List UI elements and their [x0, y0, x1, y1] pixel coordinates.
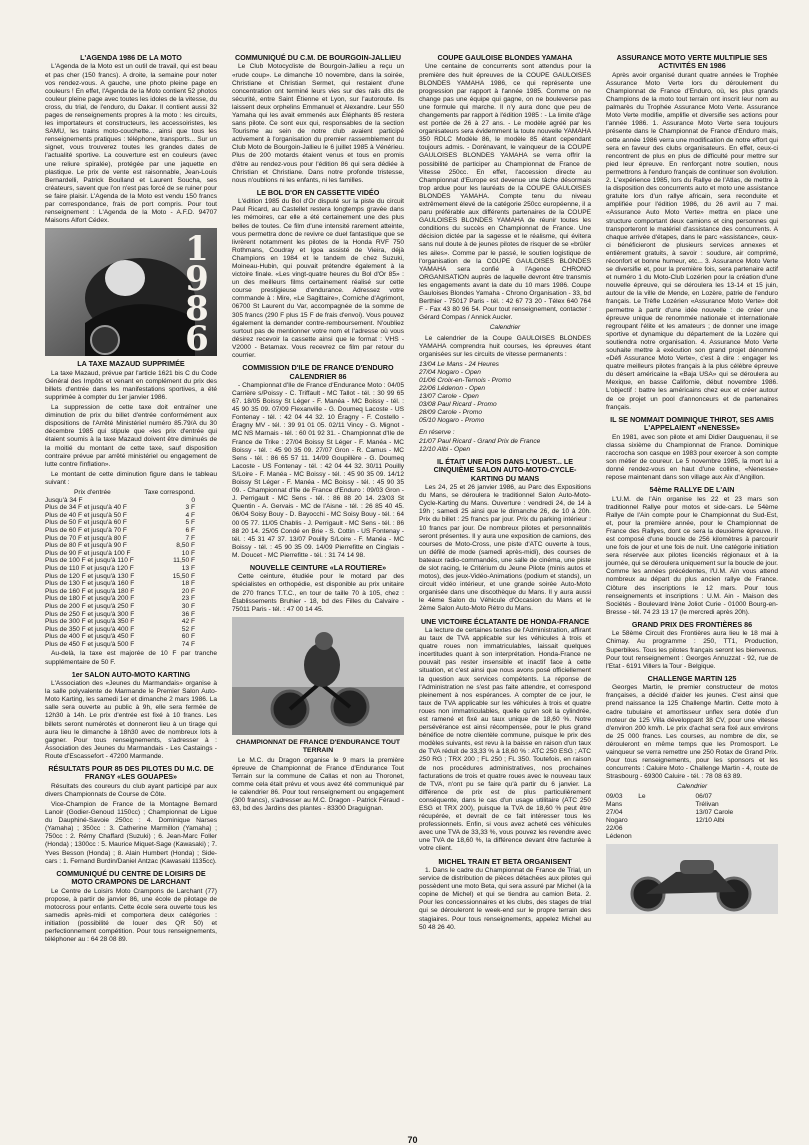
taxe-amount-cell: 7 F: [185, 534, 195, 542]
column-4: [606, 50, 778, 1090]
taxe-row: [45, 519, 217, 527]
list-item: 22/06 Lédenon - Open: [419, 385, 485, 393]
bol-text: L'édition 1985 du Bol d'Or disputé sur la piste du circuit Paul Ricard, au Castellet restera longtemps gravée dans les mémoires, car elle a été certainement une des plus belles de toutes. Ce film d'une intensité rarement atteinte, vous permettra donc de revivre ce duel fantastique que se livrèrent notamment les pilotes de la Honda RVF 750 Rothmans, Coudray et Igoa assisté de Vieira, déjà Champions en 1984 et le tandem de chez Suzuki, Moineau-Hubin, qui pouvait prétendre également à la victoire finale. «Les vingt-quatre heures du Bol d'Or 85» : un des meilleurs films certainement réalisé sur cette course prestigieuse d'endurance. Adressez votre commande à : Mire, «Le Sagittaire», Corniche d'Agrimont, 06700 St Laurent du Var, accompagnée de la somme de 305 francs (290 F plus 15 F de frais d'envoi). Vous pouvez également la demander contre-remboursement. N'oubliez surtout pas de mentionner votre nom et l'adresse où vous désirez recevoir la cassette ainsi que le format : VHS - V2000 - Betamax. Vous recevrez ce film par retour du courrier.: [232, 198, 404, 359]
taxe-price-cell: Plus de 80 F et jusqu'à 90 F: [45, 542, 127, 550]
martin-text: Georges Martin, le premier constructeur de motos françaises, a décidé d'aider les jeunes. C'est ainsi que prend naissance la 125 Challenge Martin. Cette moto à cadre tubulaire et amortisseur unflex sera dotée d'un moteur de 125 Villa développant 38 CV, pour une vitesse d'environ 200 km/h. Le prix d'achat sera fixé aux environs de 25 000 francs. Les courses, au nombre de dix, se dérouleront en même temps que les Promosport. Le vainqueur se verra remettre une 250 Rotax de Grand Prix. Pour tous renseignements, pour les sponsors et les concurrents : Caluire Moto - Challenge Martin - 4, route de Strasbourg - 69300 Caluire - tél. : 78 08 63 89.: [606, 684, 778, 781]
assurance-text: Après avoir organisé durant quatre années le Trophée Assurance Moto Verte lors du déroulement du Championnat de France d'Enduro, où, les plus grands Champions de la moto tout terrain ont inscrit leur nom au palmarès du Trophée Assurance Moto Verte. Assurance Moto Verte modifie, amplifie et diversifie ses actions pour l'année 1986. 1. Assurance Moto Verte sera toujours présente dans le Championnat de France d'Enduro mais, cette année 1986 verra une modification de notre effort qui sera en faveur des clubs organisateurs. En effet, ceux-ci rencontrent de plus en plus de difficulté pour mettre sur pied leur épreuve. En renforçant notre soutien, nous permettrons à l'enduro français de continuer son évolution. 2. L'expérience 1985, lors du Rallye de l'Atlas, de mettre à la disposition des concurrents auto et moto une assistance gratuite lors d'un rallye africain, sera reconduite et amplifiée pour l'édition 1986, du 26 avril au 7 mai. «Assurance Auto Moto Verte» mettra en place une structure comportant deux camions et cinq personnes qui transporteront le matériel d'assistance des concurrents. A chaque arrivée d'étapes, dans le parc «assistance», ceux-ci bénéficieront de plusieurs services annexes et entièrement gratuits, à savoir : soudure, air comprimé, réconfort et bonne humeur, etc... 3. Assurance Moto Verte se diversifie et, pour la première fois, sera partenaire actif et numéro 1 du Moto-Club Lozérien pour la création d'une nouvelle épreuve, qui se déroulera les 13-14 et 15 juin, autour de la ville de Mende, en Lozère, patrie de l'enduro français. Le Trèfle Lozérien «Assurance Moto Verte» doit permettre à partir d'une idée nouvelle : de créer une épreuve unique de renommée nationale et internationale regroupant l'élite et les amateurs ; de donner une image sportive et dynamique du département de la Lozère qui soutiendra notre organisation. 4. Assurance Moto Verte souhaite mettre à exécution son grand projet dénommé «Défi Assurance Moto Verte», c'est à dire : engager les quatre meilleurs pilotes français à la plus célèbre épreuve du désert américaine la «Baja USA» qui se déroulera au Mexique, en basse Californie, début novembre 1986. L'objectif : battre les américains chez eux et créer autour de ce projet un pool d'annonceurs et de partenaires français.: [606, 71, 778, 411]
coupe-text: Une centaine de concurrents sont attendus pour la première des huit épreuves de la COUPE GAULOISES BLONDES YAMAHA 1986, ce qui représente une progression par rapport à l'année 1985. Comme on ne change pas une équipe qui gagne, on ne bouleverse pas une formule qui marche. Il n'y aura donc que peu de changements par rapport à l'édition 1985 : - La limite d'âge est portée de 26 à 27 ans. - Le modèle agréé par les organisateurs sera évidemment la toute nouvelle YAMAHA 350 RDLC Modèle 86, le modèle 85 étant cependant toujours admis. - Dorénavant, le vainqueur de la COUPE GAULOISES BLONDES YAMAHA se verra offrir la possibilité de participer au Championnat de France de Vitesse 250cc. En effet, l'accession directe au Championnat d'Europe est devenue une tâche désormais trop ardue pour les lauréats de la COUPE GAULOISES BLONDES YAMAHA. Compte tenu du niveau extrêmement élevé de la catégorie 250cc européenne, il a paru préférable aux différents partenaires de la COUPE GAULOISES BLONDES YAMAHA de réunir toutes les conditions du succès en Championnat de France. Une décision dictée par la sagesse et le réalisme, qui évitera sans nul doute à de jeunes pilotes de risquer de se «brûler les ailes». Comme par le passé, le soutien logistique de l'organisation de la COUPE GAULOISES BLONDES YAMAHA sera confié à l'Agence CHRONO ORGANISATION auprès de laquelle devront être transmis les engagements avant la date du 10 mars 1986. Coupe Gauloises Blondes Yamaha - Chrono Organisation - 33, bd Berthier - 75017 Paris - tél. : 42 67 73 20 - Télex 640 764 F - Fax 43 80 96 54. Pour tout renseignement, contacter : Gérard Compas / Annick Aucler.: [419, 63, 591, 322]
martin-calendar-left: [606, 793, 689, 841]
list-item: 21/07 Paul Ricard - Grand Prix de France: [419, 437, 541, 445]
taxe-amount-cell: 20 F: [181, 587, 195, 595]
taxe-row: [45, 580, 217, 588]
photo-number: 1986: [185, 229, 209, 360]
list-item: 13/07 Carole - Open: [419, 393, 479, 401]
taxe-price-cell: Plus de 450 F et jusqu'à 500 F: [45, 640, 135, 648]
dragon-text: Le M.C. du Dragon organise le 9 mars la première épreuve de Championnat de France d'Endurance Tout Terrain sur la commune de Callas et non au Thoronet, comme cela était prévu et vous avez été communiqué par le calendrier 86. Pour tout renseignement ou engagement (300 francs), s'adresser au M.C. Dragon - Patrick Féraud - 63, bd des Jardins des plantes - 83300 Draguignan.: [232, 756, 404, 813]
list-item: 05/10 Nogaro - Promo: [419, 417, 485, 425]
taxe-row: [45, 588, 217, 596]
magazine-page: [22, 50, 780, 1145]
martin-title: CHALLENGE MARTIN 125: [647, 673, 737, 683]
taxe-amount-cell: 23 F: [181, 595, 195, 603]
taxe-price-cell: Plus de 250 F et jusqu'à 300 F: [45, 610, 135, 618]
taxe-price-cell: Plus de 120 F et jusqu'à 130 F: [45, 572, 135, 580]
agenda-photo: [22, 228, 217, 360]
taxe-price-cell: Plus de 130 F et jusqu'à 160 F: [45, 580, 135, 588]
taxe-amount-cell: 18 F: [181, 580, 195, 588]
taxe-row: [45, 611, 217, 619]
larchant-title: COMMUNIQUÉ DU CENTRE DE LOISIRS DE MOTO CRAMPONS DE LARCHANT: [56, 868, 206, 887]
taxe-price-cell: Plus de 90 F et jusqu'à 100 F: [45, 549, 131, 557]
taxe-price-cell: Plus de 50 F et jusqu'à 60 F: [45, 519, 127, 527]
ouest-text: Les 24, 25 et 26 janvier 1986, au Parc des Expositions du Mans, se déroulera le traditionnel Salon Auto-Moto-Cycle-Karting du Mans. Ouverture : vendredi 24, de 14 à 19h ; samedi 25 ainsi que le dimanche 26, de 10 à 20h. Prix du billet : 25 francs par jour. Prix du parking intérieur : 10 francs par jour. De nombreux pilotes et personnalités seront présentes. Il y aura une exposition de camions, des courses de Moto-Cross, une piste d'ATC ouverte à tous, un défilé de mode (samedi après-midi), des courses de bateaux radio-commandés, une salle de cinéma, une piste de slot racing, le Critérium du Jeune Pilote (minis autos et motos), des jeux-Vidéo-Animations (podium et stands), un circuit vidéo intérieur, et une grande soirée Auto-Moto organisée dans une discothèque du Mans. Il y aura aussi le 4ème Salon du Véhicule d'Occasion du Mans et le 2ème Salon Auto-Moto Rétro du Mans.: [419, 484, 591, 613]
enduro-photo: [232, 617, 404, 735]
taxe-row: [45, 641, 217, 649]
trial-text: 1. Dans le cadre du Championnat de France de Trial, un service de distribution de pièces détachées aux pilotes qui possèdent une moto Beta, qui sera assuré par Michel (à la copine de Michel) et qui se tiendra au camion Beta. 2. Pour les concessionnaires et les clubs, des stages de trial qui se dérouleront le week-end sur le propre terrain des stagiaires. Pour tous renseignements, appelez Michel au 50 48 26 40.: [419, 866, 591, 931]
taxe-amount-cell: 30 F: [181, 602, 195, 610]
commission-title: COMMISSION D'ILE DE FRANCE D'ENDURO CALENDRIER 86: [242, 363, 394, 381]
taxe-price-cell: Jusqu'à 34 F: [45, 496, 83, 504]
list-item: 27/04 Nogaro: [606, 809, 628, 825]
agenda-title: L'AGENDA 1986 DE LA MOTO: [80, 53, 182, 62]
list-item: 12/10 Albi: [695, 817, 725, 825]
taxe-amount-cell: 36 F: [181, 610, 195, 618]
routiere-title: NOUVELLE CEINTURE «LA ROUTIERE»: [249, 562, 387, 572]
taxe-p3: Le montant de cette diminution figure dans le tableau suivant :: [45, 470, 217, 486]
karting-title: 1er SALON AUTO-MOTO KARTING: [71, 669, 191, 679]
list-item: 13/04 Le Mans - 24 Heures: [419, 360, 499, 368]
list-item: 13/07 Carole: [695, 809, 734, 817]
taxe-row: [45, 603, 217, 611]
taxe-price-cell: Plus de 180 F et jusqu'à 200 F: [45, 595, 135, 603]
commission-text: - Championnat d'Ile de France d'Endurance Moto : 04/05 Carrière s/Poissy - C. Triffault - MC Tallot - tél. : 30 99 65 67. 18/05 Boissy St Léger - F. Manéa - MC Boissy - tél. : 45 90 35 09. 07/09 Flexanville - G. Doumeq Lacoste - US Fontenay - tél. : 42 04 44 32. 10 Éragny - F. Costello - Éragny MV - tél. : 39 91 01 05. 02/11 Vincy - G. Mignot - MC NS Marnais - tél. : 60 01 92 31. - Championnat d'Ile de France de Trike : 27/04 Boissy St Léger - F. Manéa - MC Boissy - tél. : 45 90 35 09. 27/07 Gron - R. Camus - MC Sens - tél. : 86 65 57 11. 14/09 Goupillère - G. Doumeq Lacoste - US Fontenay - tél. : 42 04 44 32. 30/11 Pouilly S/Loire - F. Manéa - MC Boissy - tél. : 45 90 35 09. 14/12 Boissy St Léger - F. Manéa - MC Boissy - tél. : 45 90 35 09. - Championnat d'Ile de France d'Enduro : 09/03 Gron - J. Perrigault - MC Sens - tél. : 86 88 20 14. 23/03 St Quentin - A. Gervais - MC de l'Aisne - tél. : 26 85 40 45. 06/04 Soisy Bouy - D. Bayocchi - MC Soisy Bouy - tél. : 64 00 05 77. 11/05 Chablis - J. Perrigault - MC Sens - tél. : 86 88 20 14. 25/05 Condé en Brie - S. Cottin - US Fontenay - tél. : 45 31 47 37. 13/07 Pouilly S/Loire - F. Manéa - MC Boissy - tél. : 45 90 35 09. 14/09 Pierrefitte en Cinglais - M. Doucet - MC Pierrefitte - tél. : 31 74 14 98.: [232, 381, 404, 559]
martin-calendar: [606, 793, 778, 841]
thirot-title: IL SE NOMMAIT DOMINIQUE THIROT, SES AMIS L'APPELAIENT «NENESSE»: [610, 414, 774, 433]
taxe-amount-cell: 74 F: [181, 640, 195, 648]
taxe-amount-cell: 15,50 F: [172, 572, 195, 580]
coupe-calendar-label: Calendrier: [489, 324, 521, 332]
coupe-reserve-list: [419, 438, 591, 454]
martin-calendar-label: Calendrier: [676, 783, 708, 791]
taxe-price-cell: Plus de 300 F et jusqu'à 350 F: [45, 618, 135, 626]
taxe-price-cell: Plus de 110 F et jusqu'à 120 F: [45, 564, 134, 572]
list-item: 27/04 Nogaro - Open: [419, 368, 481, 376]
trial-title: MICHEL TRAIN ET BETA ORGANISENT: [438, 856, 572, 866]
enduro-caption: CHAMPIONNAT DE FRANCE D'ENDURANCE TOUT TERRAIN: [235, 738, 401, 754]
taxe-row: [45, 573, 217, 581]
taxe-amount-cell: 0: [191, 496, 195, 504]
karting-text: L'Association des «Jeunes du Marmandais» organise à la salle polyvalente de Marmande le Premier Salon Auto-Moto Karting, les samedi 1er et dimanche 2 mars 1986. La salle sera ouverte au public à 9h, elle sera fermée de 12h30 à 14h. Le prix d'entrée est fixé à 10 francs. Les billets seront numérotés et donneront lieu à un tirage qui aura lieu le dimanche à 18h30 avec de nombreux lots à gagner. Pour tous renseignements, s'adresser à : Association des Jeunes du Marmandais - Les Castaings - Route d'Escassefort - 47200 Marmande.: [45, 680, 217, 760]
assurance-title: ASSURANCE MOTO VERTE MULTIPLIE SES ACTIVITÉS EN 1986: [616, 53, 768, 71]
taxe-row: [45, 618, 217, 626]
list-item: 12/10 Albi - Open: [419, 445, 471, 453]
taxe-row: [45, 497, 217, 505]
taxe-row: [45, 633, 217, 641]
taxe-price-cell: Plus de 100 F et jusqu'à 110 F: [45, 557, 134, 565]
taxe-row: [45, 512, 217, 520]
taxe-amount-cell: 6 F: [185, 526, 195, 534]
routiere-text: Cette ceinture, étudiée pour le motard par des spécialistes en orthopédie, est disponible au prix unitaire de 270 francs T.T.C., en tour de taille 70 à 105, chez : Établissements Bruhier - 18, bd des Filles du Calvaire - 75011 Paris - tél. : 47 00 14 45.: [232, 573, 404, 613]
taxe-row: [45, 527, 217, 535]
ain-title: 54ème RALLYE DE L'AIN: [649, 485, 735, 495]
taxe-p4: Au-delà, la taxe est majorée de 10 F par tranche supplémentaire de 50 F.: [45, 650, 217, 666]
taxe-price-cell: Plus de 160 F et jusqu'à 180 F: [45, 587, 135, 595]
taxe-row: [45, 557, 217, 565]
enduro-rider-photo: [232, 617, 404, 735]
taxe-head-left: Prix d'entrée: [74, 489, 111, 496]
frontieres-text: Le 58ème Circuit des Frontières aura lieu le 18 mai à Chimay. Au programme : 250, TT1, Production, Superbikes. Tous les pilotes français seront les bienvenus. Pour tout renseignement : Georges Annuzzat - 92, rue de l'Etat - 6191 Villers la Tour - Belgique.: [606, 630, 778, 670]
coupe-calendar-intro: Le calendrier de la Coupe GAULOISES BLONDES YAMAHA comprendra huit courses, les épreuves étant organisées sur les circuits de vitesse permanents :: [419, 334, 591, 358]
frontieres-title: GRAND PRIX DES FRONTIÈRES 86: [631, 619, 753, 629]
taxe-table: [45, 489, 217, 648]
taxe-p2: La suppression de cette taxe doit entraîner une diminution de prix du billet d'entrée conformément aux dispositions de l'Arrêté Ministériel numéro 85.79/A du 30 décembre 1985 qui stipule que «les prix d'entrée qui étaient soumis à la taxe Mazaud doivent être diminués de la moitié du montant de cette taxe, sauf disposition contraire prévue par arrêté ministériel ou engagement de lutte contre l'inflation».: [45, 404, 217, 468]
bol-title: LE BOL D'OR EN CASSETTE VIDÉO: [256, 187, 380, 197]
taxe-price-cell: Plus de 400 F et jusqu'à 450 F: [45, 633, 135, 641]
thirot-text: En 1981, avec son pilote et ami Didier Dauguenau, il se classa sixième du Championnat de France. Dominique raccrocha son casque en 1983 pour exercer à son compte son métier de coureur. Le 5 novembre 1985, la mort lui a donné rendez-vous en haut d'une colline, «Nenesse» repose maintenant dans son village aux Aix d'Angillon.: [606, 433, 778, 482]
taxe-amount-cell: 52 F: [181, 625, 195, 633]
taxe-row: [45, 550, 217, 558]
martin-photo: [606, 844, 778, 914]
race-motorcycle-photo: [606, 844, 778, 914]
taxe-row: [45, 565, 217, 573]
column-3: [419, 50, 591, 1090]
photo-credit: L'AGENDA DE LA MOTO: [22, 264, 29, 321]
taxe-row: [45, 595, 217, 603]
list-item: 09/03 Le Mans: [606, 793, 646, 809]
taxe-price-cell: Plus de 34 F et jusqu'à 40 F: [45, 504, 127, 512]
column-2: [232, 50, 404, 1090]
taxe-amount-cell: 42 F: [181, 618, 195, 626]
victoire-title: UNE VICTOIRE ÉCLATANTE DE HONDA-FRANCE: [420, 616, 590, 626]
taxe-row: [45, 504, 217, 512]
list-item: 06/07 Trélivan: [695, 793, 719, 809]
frangy-results: Vice-Champion de France de la Montagne Bernard Lanoir (Godier-Genoud 1150cc) ; Championnat de Ligue du Dauphiné-Savoie 250cc : 4. Dominique Narses (Yamaha) ; 350cc : 3. Catherine Marmillon (Yamaha) ; 750cc : 2. Rémy Chaffard (Suzuki) ; 6. Jean-Marc Foller (Honda) ; 1300cc : 5. Maurice Miquet-Sage (Kawasaki) ; 7. Yves Besson (Honda) ; 8. Alain Humbert (Honda) ; Side-cars : 1. Fernand Burdin/Daniel Antzac (Kawasaki 1135cc).: [45, 801, 217, 865]
frangy-title: RÉSULTATS POUR 85 DES PILOTES DU M.C. DE FRANGY «LES GOUAPES»: [48, 764, 214, 782]
list-item: 28/09 Carole - Promo: [419, 409, 483, 417]
frangy-text: Résultats des coureurs du club ayant participé par aux divers Championnats de Course de Côte.: [45, 782, 217, 798]
coupe-title: COUPE GAULOISE BLONDES YAMAHA: [437, 53, 573, 62]
taxe-amount-cell: 10 F: [181, 549, 195, 557]
coupe-calendar-list: [419, 361, 591, 426]
taxe-row: [45, 535, 217, 543]
taxe-head-right: Taxe correspond.: [144, 489, 195, 496]
list-item: 22/06 Lédenon: [606, 825, 632, 841]
list-item: 03/08 Paul Ricard - Promo: [419, 401, 497, 409]
taxe-amount-cell: 60 F: [181, 633, 195, 641]
agenda-text: L'Agenda de la Moto est un outil de travail, qui est beau et pas cher (150 francs). A droite, la semaine pour noter vos rendez-vous. A gauche, une photo pleine page en couleurs ! En effet, l'Agenda de la Moto contient 52 photos couleur pleine page avec toutes les idoles de la vitesse, du cross, du trial, de l'enduro, du Dakar. Il contient aussi 32 pages de renseignements propres à la moto : les circuits, les importateurs et constructeurs, les accessoiristes, les SAMU, les trains moto-couchette... ainsi que tous les renseignements pratiques : téléphone, transports... Sur un signet, vous trouverez toutes les grandes dates de l'actualité sportive. La couverture est en couleurs (avec une reliure spiralée), protégée par une jaquette en plastique. Le prix de vente est raisonnable, Jean-Louis Bernardelli, Patrick Boulland et Laurent Soucha, ses créateurs, savent que l'on n'est pas forcé de se ruiner pour se faire plaisir. L'Agenda de la Moto est vendu 150 francs par correspondance, frais de port compris. Pour tout renseignement : L'Agenda de la Moto - A.F.D. 94707 Maisons Alfort Cédex.: [45, 63, 217, 225]
bourgoin-title: COMMUNIQUÉ DU C.M. DE BOURGOIN-JALLIEU: [234, 53, 402, 62]
taxe-amount-cell: 11,50 F: [173, 557, 195, 565]
column-1: [22, 50, 217, 1090]
taxe-amount-cell: 8,50 F: [176, 542, 195, 550]
taxe-price-cell: Plus de 200 F et jusqu'à 250 F: [45, 602, 135, 610]
taxe-row: [45, 542, 217, 550]
taxe-price-cell: Plus de 60 F et jusqu'à 70 F: [45, 526, 127, 534]
taxe-amount-cell: 3 F: [185, 504, 195, 512]
taxe-amount-cell: 5 F: [185, 519, 195, 527]
list-item: 01/06 Croix-en-Ternois - Promo: [419, 376, 512, 384]
taxe-p1: La taxe Mazaud, prévue par l'article 1621 bis C du Code Général des Impôts et venant en complément du prix des billets d'entrée dans les manifestations sportives, a été supprimée à compter du 1er janvier 1986.: [45, 369, 217, 401]
coupe-reserve-label: En réserve :: [419, 428, 455, 436]
larchant-text: Le Centre de Loisirs Moto Crampons de Larchant (77) propose, à partir de janvier 86, une école de pilotage de motocross pour enfants. Cette école sera ouverte tous les samedis après-midi et comportera deux catégories : initiation (possibilité de louer des QR 50) et perfectionnement compétition. Pour tous renseignements, téléphoner au : 64 28 08 89.: [45, 887, 217, 944]
taxe-amount-cell: 13 F: [181, 564, 195, 572]
page-number: 70: [407, 1135, 418, 1145]
taxe-row: [45, 626, 217, 634]
bourgoin-text: Le Club Motocycliste de Bourgoin-Jallieu a reçu un «rude coup». Le dimanche 10 novembre, dans la soirée, Christiane et Christian Sermet, qui restaient d'une concentration ont terminé leurs vies sur des rails dits de sécurité, entre Saint Étienne et Lyon, sur l'autoroute. Ils laissent deux orphelins Emmanuel et Alexandre. Leur 550 Yamaha qui les avait emmenés aux Éléphants 85 restera sans pilote. Ce sont eux qui, responsables de la section Tourisme au sein de notre club avaient participé activement à l'organisation du premier rassemblement du Club Moto de Bourgoin-Jallieu le 6 juillet 1985 à Vénérieu. Plus de 200 motards étaient venus et tous en promis d'être au rendez-vous pour l'édition 86 qui sera dédiée à Christian et Christiane. Dans notre profonde tristesse, nous n'oublions ni les enfants, ni les familles.: [232, 63, 404, 184]
taxe-title: LA TAXE MAZAUD SUPPRIMÉE: [77, 359, 185, 369]
ouest-title: IL ÉTAIT UNE FOIS DANS L'OUEST... LE CINQUIÈME SALON AUTO-MOTO-CYCLE-KARTING DU MANS: [433, 456, 577, 483]
ain-text: L'U.M. de l'Ain organise les 22 et 23 mars son traditionnel Rallye pour motos et side-cars. Le 54ème Rallye de l'Ain compte pour le Championnat du Sud-Est, et, pour la première année, pour le Championnat de France des Rallyes, dont ce sera la deuxième épreuve. Il est composé d'une boucle de 256 kilomètres à parcourir une fois de jour et une fois de nuit. Une catégorie initiation sera réservée aux pilotes licenciés régionaux et à la journée, qui se déroulera uniquement sur la boucle de jour. Comme les années précédentes, l'U.M. Ain vous attend nombreux au départ du plus ancien rallye de France. Clôture des inscriptions le 12 mars. Pour tous renseignements et inscriptions : U.M. Ain - Maison des Sociétés - Boulevard Irène Joliot Curie - 01000 Bourg-en-Bresse - tél. 74 23 13 17 (le mercredi après 20h).: [606, 495, 778, 616]
martin-calendar-right: [695, 793, 778, 841]
taxe-price-cell: Plus de 40 F et jusqu'à 50 F: [45, 511, 127, 519]
taxe-price-cell: Plus de 70 F et jusqu'à 80 F: [45, 534, 127, 542]
taxe-price-cell: Plus de 350 F et jusqu'à 400 F: [45, 625, 135, 633]
victoire-text: La lecture de certaines textes de l'Administration, affirant au taux de TVA applicable sur les véhicules à trois et quatre roues non immatriculables, laissait quelques incertitudes quant à son interprétation. Honda-France ne pouvait pas rester insensible et inactif face à cette situation, et c'est ainsi que nous avons posé officiellement la question aux services compétents. La réponse de l'Administration ne s'est pas faite attendre, et correspond pleinement à nos espérances. A compter de ce jour, le taux de TVA applicable sur les véhicules à trois et quatre roues non immatriculables, quelle qu'en soit la cylindrée, est ramené et fixé au taux unique de 18,60 %. Notre persévérance est ainsi récompensée, pour le plus grand bénéfice de notre clientèle commune, puisque le prix des modèles suivants, est revu à la baisse en raison d'un taux de TVA réduit de 33,33 % à 18,60 % : ATC 250 ESG ; ATC 250 RG ; TRX 200 ; FL 250 ; FL 350. Toutefois, en raison de nos procédures administratives, nos prochaines facturations de trois et quatre roues avec le nouveau taux de TVA, n'ont pu se faire qu'à partir du 6 janvier. La différence de prix est de plus particulièrement conséquente, dans le cas d'un usage utilitaire (ATC 250 ESG et TRX 200), puisque la TVA de 18,60 % peut être récupérée, et devrait de ce fait intéresser tous les professionnels. Enfin, si vous avez acheté ces véhicules avec une TVA de 33,33 %, vous pouvez les revendre avec une TVA de 18,60 %, la différence devant être facturée à votre client.: [419, 626, 591, 853]
taxe-amount-cell: 4 F: [185, 511, 195, 519]
